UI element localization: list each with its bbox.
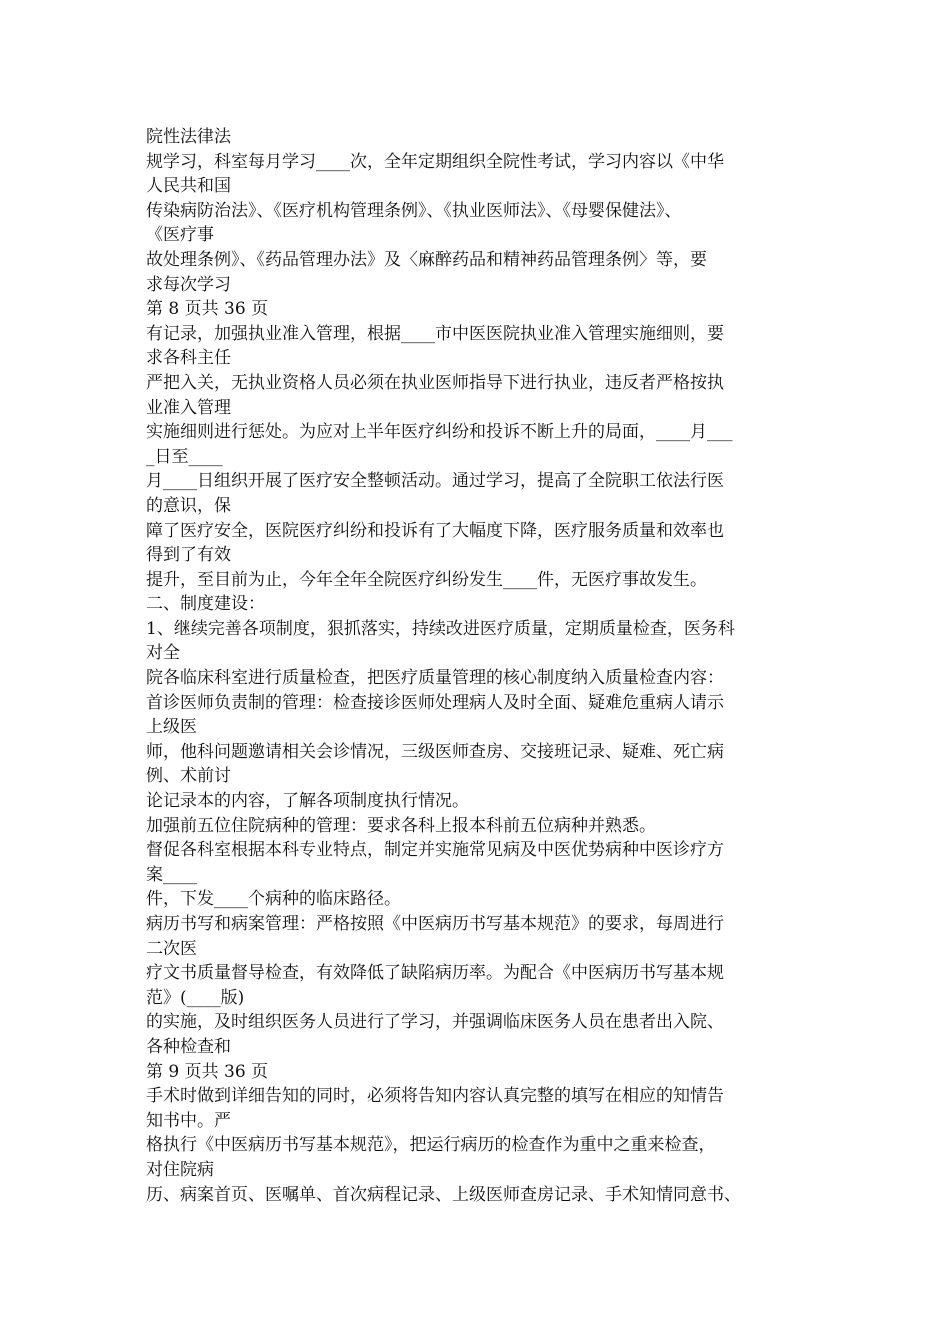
document-text: [146, 125, 816, 1207]
text-line: 院各临床科室进行质量检查，把医疗质量管理的核心制度纳入质量检查内容：: [146, 668, 724, 689]
text-line: 实施细则进行惩处。为应对上半年医疗纠纷和投诉不断上升的局面，____月___: [146, 422, 733, 443]
text-line: 病历书写和病案管理：严格按照《中医病历书写基本规范》的要求，每周进行: [146, 914, 724, 934]
text-line: 二次医: [146, 938, 197, 959]
text-line: 各种检查和: [146, 1036, 231, 1057]
text-line: 对住院病: [146, 1159, 214, 1180]
text-line: 求各科主任: [146, 348, 231, 369]
text-line: 师，他科问题邀请相关会诊情况，三级医师查房、交接班记录、疑难、死亡病: [146, 741, 724, 762]
text-line: 故处理条例》、《药品管理办法》及〈麻醉药品和精神药品管理条例〉等，要: [146, 249, 707, 270]
text-line: 障了医疗安全，医院医疗纠纷和投诉有了大幅度下降，医疗服务质量和效率也: [146, 520, 724, 541]
text-line: 件，下发____个病种的临床路径。: [146, 889, 401, 910]
text-line: 加强前五位住院病种的管理：要求各科上报本科前五位病种并熟悉。: [146, 815, 656, 836]
text-line: 求每次学习: [146, 274, 231, 295]
text-line: 业准入管理: [146, 397, 231, 418]
text-line: 1、继续完善各项制度，狠抓落实，持续改进医疗质量，定期质量检查，医务科: [146, 618, 735, 639]
text-line: 《医疗事: [146, 225, 214, 246]
text-line: 严把入关，无执业资格人员必须在执业医师指导下进行执业，违反者严格按执: [146, 372, 724, 393]
page-number: 第 9 页共 36 页: [146, 1061, 269, 1082]
text-line: 知书中。严: [146, 1110, 231, 1131]
text-line: 案____: [146, 864, 197, 885]
text-line: 的实施，及时组织医务人员进行了学习，并强调临床医务人员在患者出入院、: [146, 1012, 724, 1033]
page-number: 第 8 页共 36 页: [146, 299, 269, 320]
text-line: 历、病案首页、医嘱单、首次病程记录、上级医师查房记录、手术知情同意书、: [146, 1184, 741, 1205]
text-line: 督促各科室根据本科专业特点，制定并实施常见病及中医优势病种中医诊疗方: [146, 840, 724, 861]
text-line: 例、术前讨: [146, 766, 231, 787]
text-line: 首诊医师负责制的管理：检查接诊医师处理病人及时全面、疑难危重病人请示: [146, 692, 724, 713]
text-line: 规学习，科室每月学习____次，全年定期组织全院性考试，学习内容以《中华: [146, 151, 724, 172]
text-line: 论记录本的内容，了解各项制度执行情况。: [146, 791, 469, 812]
text-line: 手术时做到详细告知的同时，必须将告知内容认真完整的填写在相应的知情告: [146, 1086, 724, 1107]
text-line: 传染病防治法》、《医疗机构管理条例》、《执业医师法》、《母婴保健法》、: [146, 200, 682, 221]
section-heading: 二、制度建设：: [146, 594, 265, 615]
text-line: 人民共和国: [146, 176, 231, 197]
text-line: 的意识，保: [146, 495, 231, 516]
text-line: 提升，至目前为止，今年全年全院医疗纠纷发生____件，无医疗事故发生。: [146, 569, 707, 590]
text-line: 月____日组织开展了医疗安全整顿活动。通过学习，提高了全院职工依法行医: [146, 471, 724, 492]
text-line: _日至____: [146, 446, 223, 467]
text-line: 格执行《中医病历书写基本规范》，把运行病历的检查作为重中之重来检查，: [146, 1135, 716, 1156]
text-line: 有记录，加强执业准入管理，根据____市中医医院执业准入管理实施细则，要: [146, 323, 724, 344]
text-line: 疗文书质量督导检查，有效降低了缺陷病历率。为配合《中医病历书写基本规: [146, 963, 724, 984]
text-line: 上级医: [146, 717, 197, 738]
text-line: 得到了有效: [146, 545, 231, 566]
text-line: 对全: [146, 643, 180, 664]
text-line: 范》(____版): [146, 987, 245, 1008]
text-line: 院性法律法: [146, 127, 231, 147]
